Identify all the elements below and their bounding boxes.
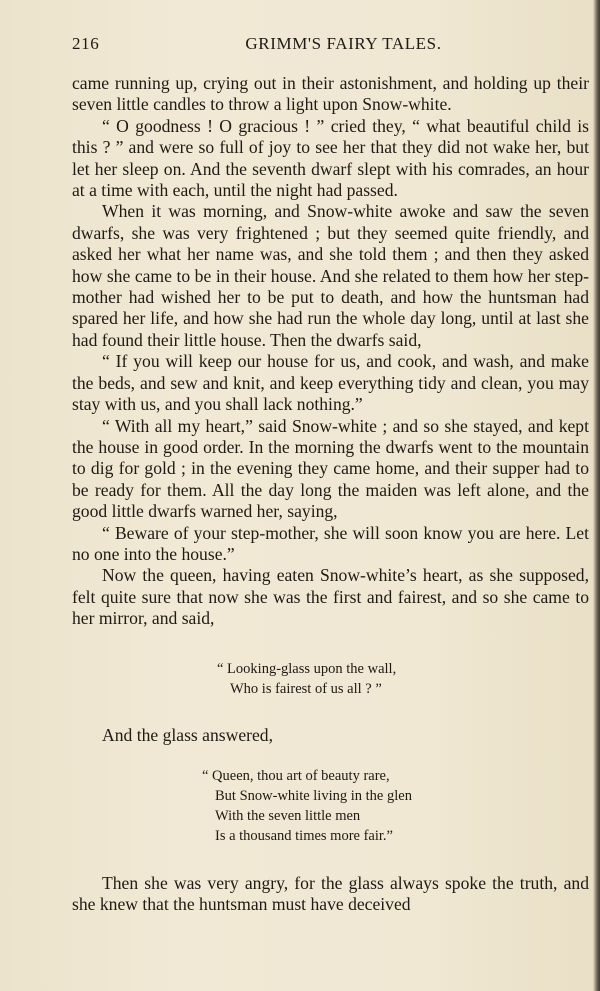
paragraph: came running up, crying out in their astonishment, and holding up their seven little candles to throw a light upon Snow-white. xyxy=(72,73,589,115)
paragraph: “ If you will keep our house for us, and cook, and wash, and make the beds, and sew and knit, and keep everything tidy and clean, you may stay with us, and you shall lack nothing.” xyxy=(72,351,589,415)
page-number: 216 xyxy=(72,34,100,53)
verse-line: But Snow-white living in the glen xyxy=(215,787,412,804)
paragraph: Now the queen, having eaten Snow-white’s heart, as she supposed, felt quite sure that now she was the first and fairest, and so she came to her mirror, and said, xyxy=(72,565,589,629)
verse-line: “ Looking-glass upon the wall, xyxy=(217,660,397,677)
page-edge-shadow xyxy=(593,0,600,991)
verse-line: “ Queen, thou art of beauty rare, xyxy=(202,767,390,784)
text-block xyxy=(72,73,589,916)
verse-line: With the seven little men xyxy=(215,807,361,824)
paragraph: And the glass answered, xyxy=(102,724,274,745)
running-head xyxy=(72,34,589,56)
paragraph: Then she was very angry, for the glass always spoke the truth, and she knew that the huntsman must have deceived xyxy=(72,872,589,915)
paragraph: “ Beware of your step-mother, she will soon know you are here. Let no one into the house.” xyxy=(72,522,589,564)
verse-mirror-question xyxy=(217,659,589,699)
paragraph: “ With all my heart,” said Snow-white ; and so she stayed, and kept the house in good order. In the morning the dwarfs went to the mountain to dig for gold ; in the evening they came home, and their supper had to be ready for them. All the day long the maiden was left alone, and the good little dwarfs warned her, saying, xyxy=(72,415,589,522)
paragraph: “ O goodness ! O gracious ! ” cried they, “ what beautiful child is this ? ” and were so full of joy to see her that they did not wake her, but let her sleep on. And the seventh dwarf slept with his comrades, an hour at a time with each, until the night had passed. xyxy=(72,115,589,201)
book-title: GRIMM'S FAIRY TALES. xyxy=(245,34,442,53)
verse-mirror-answer xyxy=(202,766,589,846)
verse-line: Who is fairest of us all ? ” xyxy=(230,680,382,697)
verse-line: Is a thousand times more fair.” xyxy=(215,827,393,844)
paragraph: When it was morning, and Snow-white awoke and saw the seven dwarfs, she was very frightened ; but they seemed quite friendly, and asked her what her name was, and she told them ; and then they asked how she came to be in their house. And she related to them how her step-mother had wished her to be put to death, and how the huntsman had spared her life, and how she had run the whole day long, until at last she had found their little house. Then the dwarfs said, xyxy=(72,201,589,350)
